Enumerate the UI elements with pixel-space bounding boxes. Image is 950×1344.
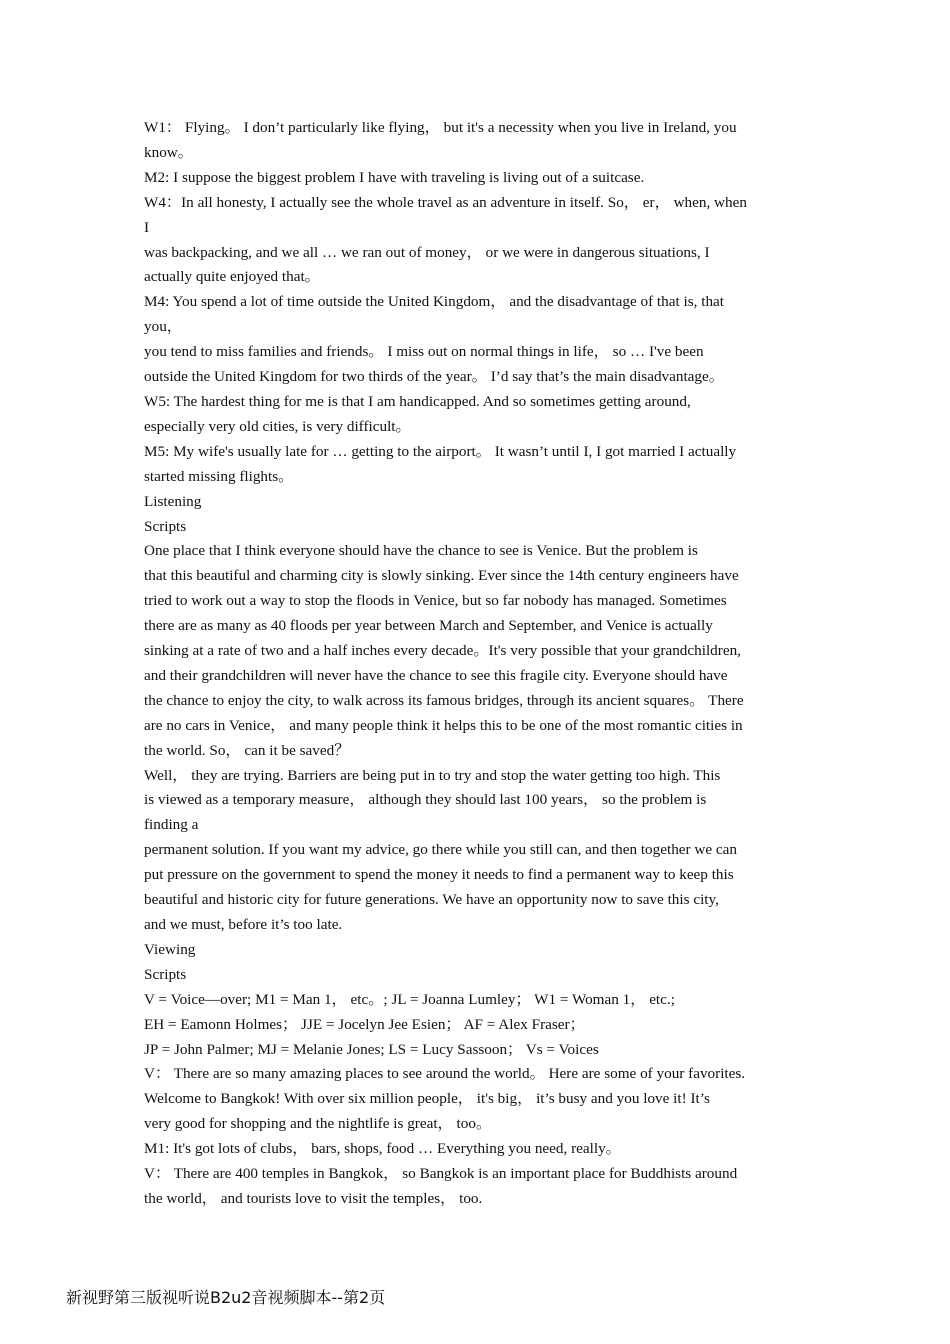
text-line: know。 [144, 143, 193, 161]
text-line: V： There are 400 temples in Bangkok， so Bangkok is an important place for Buddhists around [144, 1165, 738, 1183]
text-line: One place that I think everyone should have the chance to see is Venice. But the problem is [144, 542, 698, 560]
page-footer: 新视野第三版视听说B2u2音视频脚本--第2页 [66, 1288, 386, 1307]
text-line: finding a [144, 816, 199, 834]
text-line: JP = John Palmer; MJ = Melanie Jones; LS = Lucy Sassoon； Vs = Voices [144, 1040, 599, 1058]
text-line: M2: I suppose the biggest problem I have with traveling is living out of a suitcase. [144, 168, 645, 186]
text-line: tried to work out a way to stop the floods in Venice, but so far nobody has managed. Sometimes [144, 592, 727, 610]
text-line: the world， and tourists love to visit the temples， too. [144, 1189, 483, 1207]
text-line: there are as many as 40 floods per year between March and September, and Venice is actually [144, 617, 713, 635]
text-line: W1： Flying。 I don’t particularly like flying， but it's a necessity when you live in Ireland, you [144, 119, 737, 136]
text-line: you tend to miss families and friends。 I miss out on normal things in life， so … I've been [144, 343, 704, 361]
text-line: I [144, 218, 150, 236]
section-heading: Viewing [144, 940, 196, 958]
text-line: permanent solution. If you want my advice, go there while you still can, and then together we can [144, 841, 737, 859]
text-line: and we must, before it’s too late. [144, 916, 343, 933]
text-line: put pressure on the government to spend the money it needs to find a permanent way to keep this [144, 866, 734, 884]
document-body [144, 116, 814, 1212]
text-line: that this beautiful and charming city is slowly sinking. Ever since the 14th century engineers have [144, 567, 739, 585]
text-line: the world. So， can it be saved？ [144, 741, 350, 759]
section-heading: Scripts [144, 517, 187, 535]
text-line: sinking at a rate of two and a half inches every decade。It's very possible that your grandchildren, [144, 642, 741, 660]
text-line: the chance to enjoy the city, to walk across its famous bridges, through its ancient squares。 There [144, 691, 744, 709]
section-heading: Scripts [144, 965, 187, 983]
text-line: actually quite enjoyed that。 [144, 268, 320, 286]
text-line: was backpacking, and we all … we ran out of money， or we were in dangerous situations, I [144, 243, 710, 261]
text-line: beautiful and historic city for future generations. We have an opportunity now to save this city, [144, 891, 719, 909]
text-line: especially very old cities, is very difficult。 [144, 417, 411, 435]
text-line: V = Voice—over; M1 = Man 1， etc。; JL = Joanna Lumley； W1 = Woman 1， etc.; [144, 990, 675, 1008]
text-line: M1: It's got lots of clubs， bars, shops, food … Everything you need, really。 [144, 1140, 621, 1158]
text-line: started missing flights。 [144, 467, 294, 485]
text-line: Well， they are trying. Barriers are being put in to try and stop the water getting too high. This [144, 766, 721, 784]
text-line: Welcome to Bangkok! With over six million people， it's big， it’s busy and you love it! It’s [144, 1090, 710, 1108]
text-line: is viewed as a temporary measure， although they should last 100 years， so the problem is [144, 791, 707, 809]
text-line: W5: The hardest thing for me is that I am handicapped. And so sometimes getting around, [144, 392, 691, 410]
text-line: outside the United Kingdom for two thirds of the year。 I’d say that’s the main disadvantage。 [144, 368, 724, 386]
text-line: M5: My wife's usually late for … getting to the airport。 It wasn’t until I, I got married I actually [144, 442, 737, 460]
text-line: very good for shopping and the nightlife is great， too。 [144, 1115, 492, 1133]
text-line: M4: You spend a lot of time outside the United Kingdom， and the disadvantage of that is, that [144, 293, 725, 311]
text-line: are no cars in Venice， and many people think it helps this to be one of the most romantic cities in [144, 716, 743, 734]
text-line: and their grandchildren will never have the chance to see this fragile city. Everyone should have [144, 666, 728, 684]
section-heading: Listening [144, 492, 202, 510]
text-line: V： There are so many amazing places to see around the world。 Here are some of your favorites. [144, 1065, 746, 1083]
text-line: you， [144, 318, 182, 336]
text-line: W4：In all honesty, I actually see the whole travel as an adventure in itself. So， er， when, when [144, 193, 747, 211]
text-line: EH = Eamonn Holmes； JJE = Jocelyn Jee Esien； AF = Alex Fraser； [144, 1015, 585, 1033]
